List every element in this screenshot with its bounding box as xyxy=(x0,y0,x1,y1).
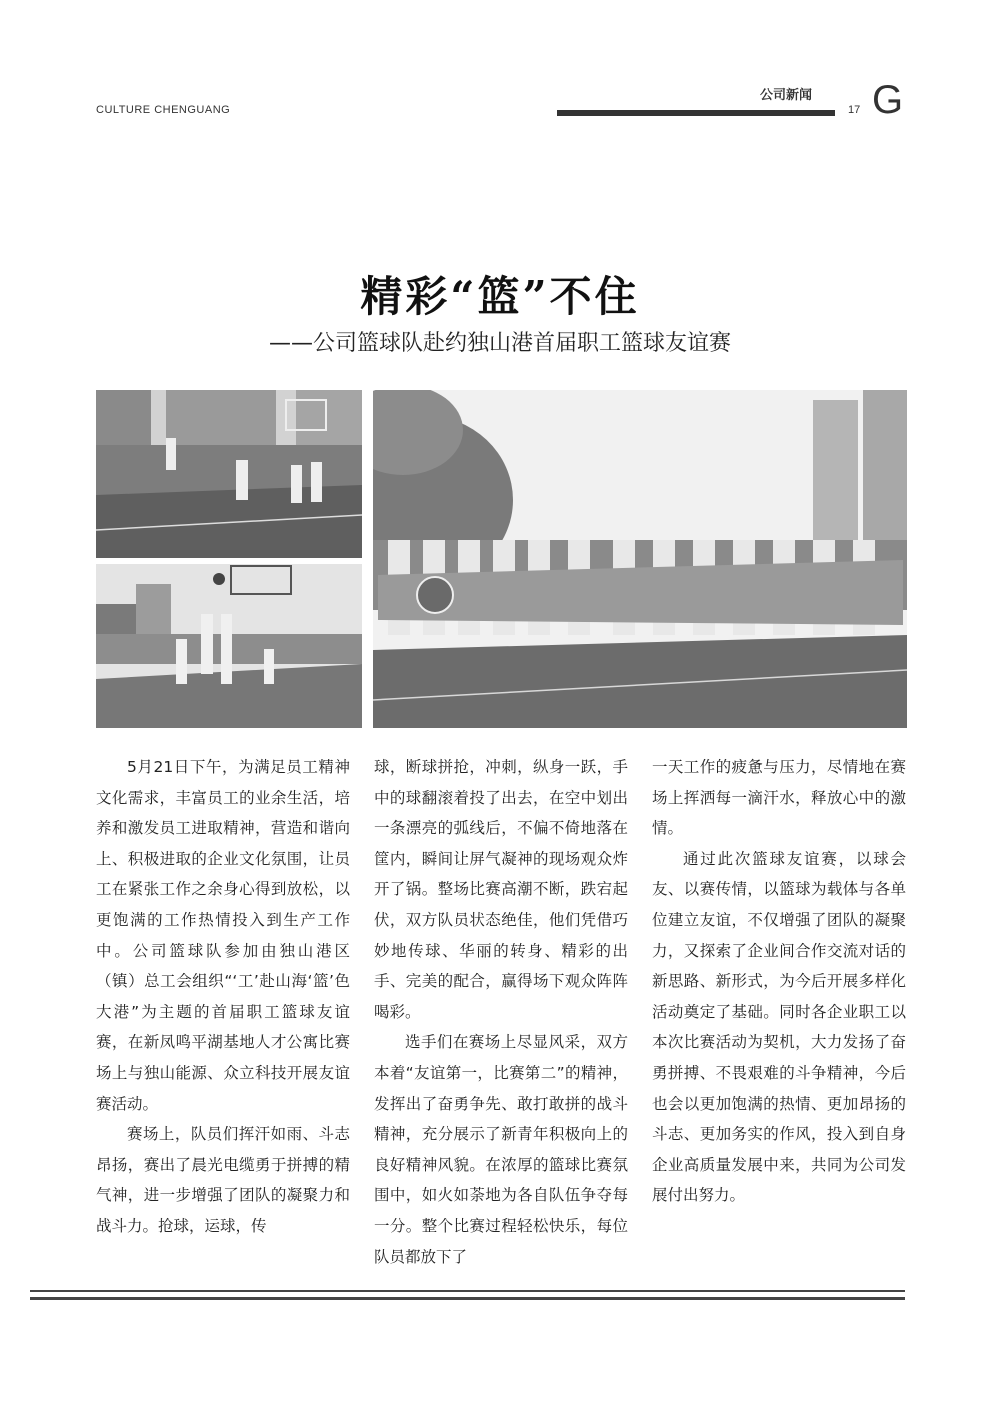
paragraph-3: 选手们在赛场上尽显风采，双方本着“友谊第一，比赛第二”的精神，发挥出了奋勇争先、敢打敢拼的战斗精神，充分展示了新青年积极向上的良好精神风貌。在浓厚的篮球比赛氛围中，如火如荼地为各自队伍争夺每一分。整个比赛过程轻松快乐，每位队员都放下了 xyxy=(374,1033,628,1266)
paragraph-4: 通过此次篮球友谊赛，以球会友、以赛传情，以篮球为载体与各单位建立友谊，不仅增强了团队的凝聚力，又探索了企业间合作交流对话的新思路、新形式，为今后开展多样化活动奠定了基础。同时各企业职工以本次比赛活动为契机，大力发扬了奋勇拼搏、不畏艰难的斗争精神，今后也会以更加饱满的热情、更加昂扬的斗志、更加务实的作风，投入到自身企业高质量发展中来，共同为公司发展付出努力。 xyxy=(652,849,906,1205)
paragraph-2: 赛场上，队员们挥汗如雨、斗志昂扬，赛出了晨光电缆勇于拼搏的精气神，进一步增强了团队的凝聚力和战斗力。抢球，运球，传 xyxy=(96,1125,350,1235)
page-number: 17 xyxy=(848,104,861,116)
section-letter: G xyxy=(872,78,904,122)
section-label: 公司新闻 xyxy=(760,88,813,103)
magazine-name: CULTURE CHENGUANG xyxy=(96,104,231,116)
text-column-3 xyxy=(652,752,906,1211)
photo-team-banner xyxy=(373,390,907,728)
paragraph-2-cont: 球，断球拼抢，冲刺，纵身一跃，手中的球翻滚着投了出去，在空中划出一条漂亮的弧线后，不偏不倚地落在筐内，瞬间让屏气凝神的现场观众炸开了锅。整场比赛高潮不断，跌宕起伏，双方队员状态绝佳，他们凭借巧妙地传球、华丽的转身、精彩的出手、完美的配合，赢得场下观众阵阵喝彩。 xyxy=(374,758,628,1021)
photo-court-play xyxy=(96,390,362,558)
footer-rule xyxy=(30,1297,905,1300)
article-subtitle: ——公司篮球队赴约独山港首届职工篮球友谊赛 xyxy=(268,331,731,356)
footer-rule xyxy=(30,1290,905,1292)
text-column-2 xyxy=(374,752,628,1272)
photo-jump-shot xyxy=(96,564,362,728)
text-column-1 xyxy=(96,752,350,1242)
paragraph-1: 5月21日下午，为满足员工精神文化需求，丰富员工的业余生活，培养和激发员工进取精神，营造和谐向上、积极进取的企业文化氛围，让员工在紧张工作之余身心得到放松，以更饱满的工作热情投入到生产工作中。公司篮球队参加由独山港区（镇）总工会组织“‘工’赴山海‘篮’色大港”为主题的首届职工篮球友谊赛，在新凤鸣平湖基地人才公寓比赛场上与独山能源、众立科技开展友谊赛活动。 xyxy=(96,758,350,1113)
paragraph-3-cont: 一天工作的疲惫与压力，尽情地在赛场上挥洒每一滴汗水，释放心中的激情。 xyxy=(652,758,906,838)
article-title: 精彩“篮”不住 xyxy=(360,272,640,321)
header-bar xyxy=(557,110,835,116)
